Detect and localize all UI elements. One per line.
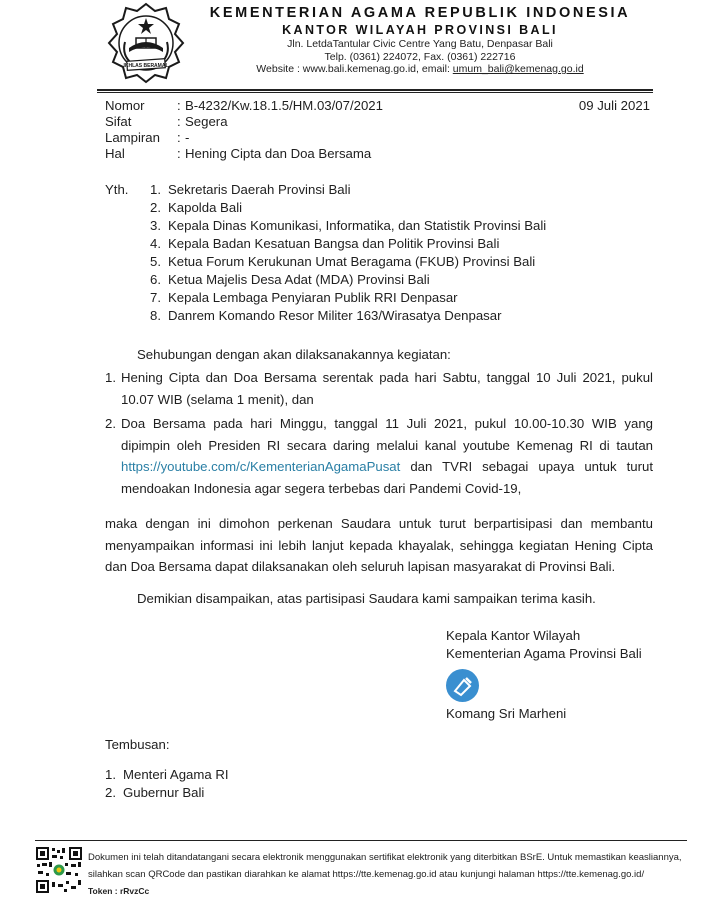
point-1 [105, 367, 653, 410]
list-item: 1. Menteri Agama RI [105, 767, 229, 782]
meta-lampiran: Lampiran : - [105, 130, 190, 145]
website-text: Website : www.bali.kemenag.go.id, email: [256, 63, 453, 75]
list-item: 4. Kepala Badan Kesatuan Bangsa dan Politik Provinsi Bali [150, 236, 500, 251]
letter-meta [105, 98, 650, 162]
list-item: 6. Ketua Majelis Desa Adat (MDA) Provinsi Bali [150, 272, 430, 287]
meta-hal: Hal : Hening Cipta dan Doa Bersama [105, 146, 372, 161]
youtube-link[interactable]: https://youtube.com/c/KementerianAgamaPusat [121, 459, 401, 474]
closing-paragraph: Demikian disampaikan, atas partisipasi Saudara kami sampaikan terima kasih. [137, 591, 596, 606]
signature-block [446, 627, 686, 663]
letterhead-rule-thick [97, 89, 653, 91]
point-2-text: Doa Bersama pada hari Minggu, tanggal 11 Juli 2021, pukul 10.00-10.30 WIB yang dipimpin oleh Presiden RI secara daring melalui kanal youtube Kemenag RI di tautan https://youtube.com/c/KementerianAgamaPusat dan TVRI sebagai upaya untuk turut mendoakan Indonesia agar segera terbebas dari Pandemi Covid-19, [121, 416, 653, 496]
footer-line-1: Dokumen ini telah ditandatangani secara elektronik menggunakan sertifikat elektronik yang diterbitkan BSrE. Untuk memastikan keasliannya, [88, 852, 682, 863]
tembusan-label: Tembusan: [105, 737, 170, 752]
point-2-number: 2. [105, 416, 116, 431]
meta-sifat: Sifat : Segera [105, 114, 228, 129]
sifat-value: Segera [185, 114, 228, 129]
token-text: Token : rRvzCc [88, 886, 150, 896]
office-name: KANTOR WILAYAH PROVINSI BALI [282, 23, 558, 37]
hal-value: Hening Cipta dan Doa Bersama [185, 146, 372, 161]
office-phone: Telp. (0361) 224072, Fax. (0361) 222716 [324, 50, 516, 63]
lampiran-label: Lampiran [105, 130, 160, 145]
list-item: 2. Gubernur Bali [105, 785, 205, 800]
list-item: 5. Ketua Forum Kerukunan Umat Beragama (FKUB) Provinsi Bali [150, 254, 536, 269]
list-item: 8. Danrem Komando Resor Militer 163/Wirasatya Denpasar [150, 308, 502, 323]
office-contact [200, 63, 640, 76]
signatory-name: Komang Sri Marheni [446, 706, 567, 721]
logo-ribbon-text: IKHLAS BERAMAL [123, 63, 169, 69]
tembusan-block [105, 736, 229, 802]
office-address: Jln. LetdaTantular Civic Centre Yang Batu, Denpasar Bali [287, 38, 553, 50]
signatory-title-1: Kepala Kantor Wilayah [446, 628, 581, 643]
letterhead-rule-thin [97, 92, 653, 93]
meta-nomor: Nomor : B-4232/Kw.18.1.5/HM.03/07/2021 09 Juli 2021 [105, 98, 650, 113]
request-paragraph: maka dengan ini dimohon perkenan Saudara untuk turut berpartisipasi dan membantu menyampaikan informasi ini lebih lanjut kepada khayalak, sehingga kegiatan Hening Cipta dan Doa Bersama dapat dilaksanakan oleh seluruh lapisan masyarakat di Provinsi Bali. [105, 516, 653, 574]
point-1-number: 1. [105, 370, 116, 385]
recipients-label: Yth. [105, 182, 129, 197]
nomor-value: B-4232/Kw.18.1.5/HM.03/07/2021 [185, 98, 383, 113]
list-item: 7. Kepala Lembaga Penyiaran Publik RRI Denpasar [150, 290, 458, 305]
nomor-label: Nomor [105, 98, 145, 113]
email-link[interactable]: umum_bali@kemenag.go.id [452, 63, 584, 75]
kemenag-logo [105, 2, 187, 84]
point-1-text: Hening Cipta dan Doa Bersama serentak pada hari Sabtu, tanggal 10 Juli 2021, pukul 10.07 WIB (selama 1 menit), dan [121, 370, 653, 407]
recipient-list [150, 181, 610, 325]
footer-line-2: silahkan scan QRCode dan pastikan diarahkan ke alamat https://tte.kemenag.go.id atau kunjungi halaman https://tte.kemenag.go.id/ [88, 869, 645, 880]
letter-date: 09 Juli 2021 [578, 98, 650, 113]
footer-rule [35, 840, 687, 841]
hal-label: Hal [105, 146, 125, 161]
ministry-name: KEMENTERIAN AGAMA REPUBLIK INDONESIA [209, 5, 631, 21]
intro-paragraph: Sehubungan dengan akan dilaksanakannya kegiatan: [137, 347, 451, 362]
lampiran-value: - [185, 130, 190, 145]
signatory-title-2: Kementerian Agama Provinsi Bali [446, 646, 642, 661]
list-item: 3. Kepala Dinas Komunikasi, Informatika, dan Statistik Provinsi Bali [150, 218, 547, 233]
letterhead [200, 4, 640, 76]
list-item: 1. Sekretaris Daerah Provinsi Bali [150, 182, 351, 197]
sifat-label: Sifat [105, 114, 132, 129]
point-2 [105, 413, 653, 499]
e-signature-seal-icon [446, 669, 479, 702]
list-item: 2. Kapolda Bali [150, 200, 243, 215]
footer-disclaimer [88, 849, 720, 900]
qr-code-icon[interactable] [35, 846, 83, 894]
